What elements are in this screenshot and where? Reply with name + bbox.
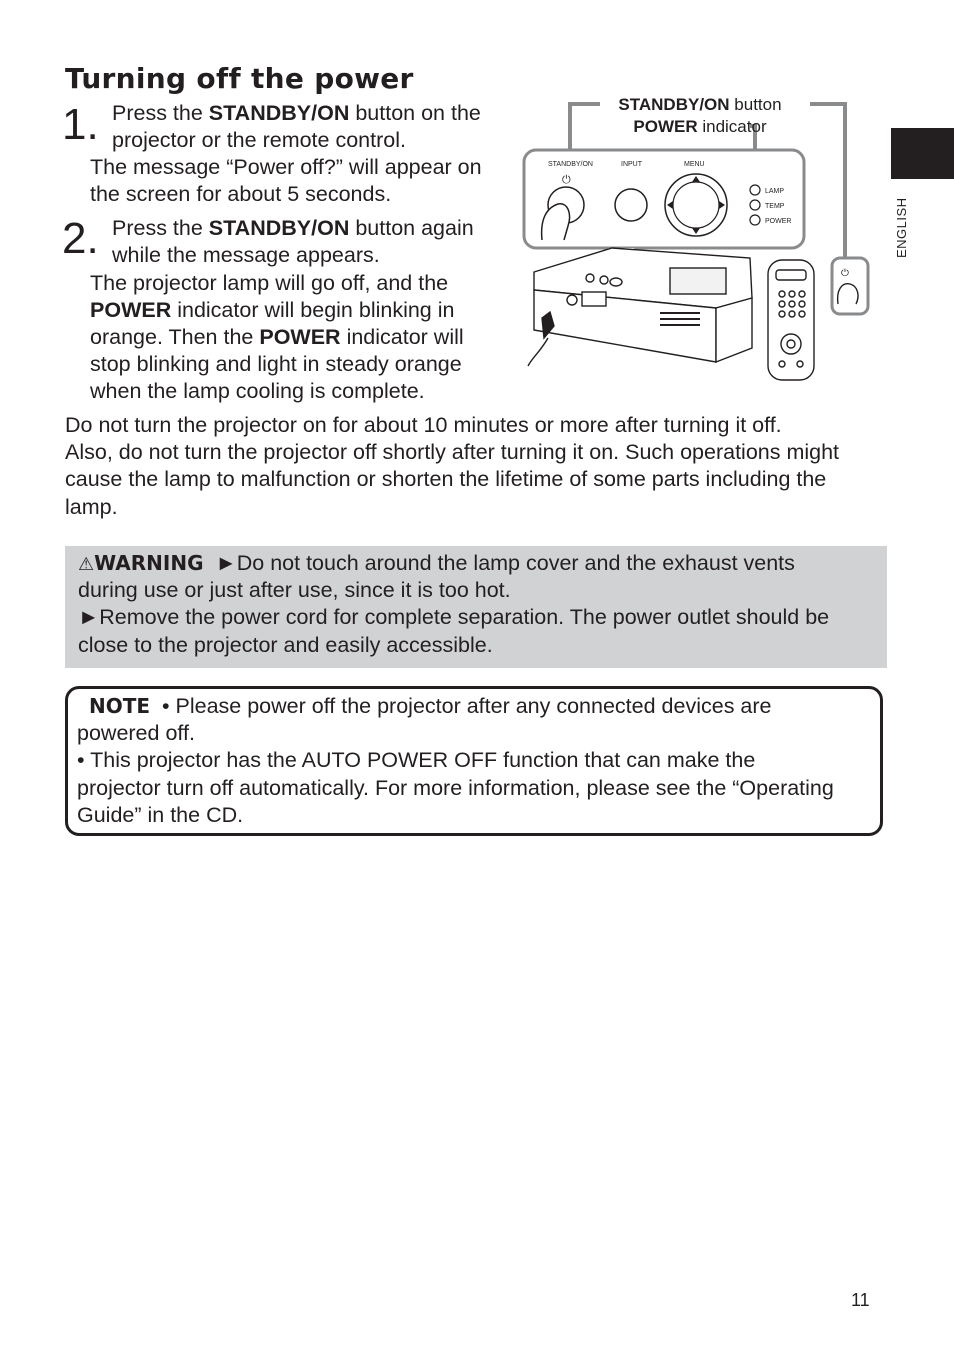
warning-icon: ⚠ [78,554,95,574]
step-2-line-7: when the lamp cooling is complete. [90,379,425,403]
panel-label-temp: TEMP [765,203,785,210]
panel-label-lamp: LAMP [765,188,785,195]
remote-control [768,260,814,380]
finger-icon-remote [838,284,858,304]
warning-label: WARNING [94,551,204,575]
note-line-3: • This projector has the AUTO POWER OFF function that can make the [77,748,756,772]
svg-text:⏻: ⏻ [562,174,571,186]
body-line-3: cause the lamp to malfunction or shorten the lifetime of some parts including the [65,467,827,491]
note-label: NOTE [89,694,151,718]
step-1-line-4: the screen for about 5 seconds. [90,182,392,206]
note-line-4: projector turn off automatically. For more information, please see the “Operating [77,776,834,800]
step-2-line-1: Press the STANDBY/ON button again [112,216,474,240]
panel-label-menu: MENU [684,161,705,168]
temp-indicator [750,200,760,210]
body-line-2: Also, do not turn the projector off shortly after turning it on. Such operations might [65,440,840,464]
step-2-line-6: stop blinking and light in steady orange [90,352,462,376]
step-2-line-2: while the message appears. [112,243,380,267]
remote-button-zoom [832,258,868,314]
warning-line-3: ►Remove the power cord for complete separation. The power outlet should be [78,605,830,629]
warning-line-4: close to the projector and easily accessible. [78,633,493,657]
step-2-line-3: The projector lamp will go off, and the [90,271,449,295]
svg-text:⏻: ⏻ [841,268,849,279]
projector-illustration [520,90,880,390]
step-1-number: 1. [62,100,99,149]
step-1-line-1: Press the STANDBY/ON button on the [112,101,481,125]
step-2-line-5: orange. Then the POWER indicator will [90,325,464,349]
step-1-line-2: projector or the remote control. [112,128,406,152]
warning-line-2: during use or just after use, since it is too hot. [78,578,511,602]
note-line-2: powered off. [77,721,195,745]
input-button [615,189,647,221]
power-indicator [750,215,760,225]
warning-line-1: ⚠WARNING ►Do not touch around the lamp cover and the exhaust vents [78,551,795,575]
body-line-4: lamp. [65,495,118,519]
panel-label-standby: STANDBY/ON [548,161,593,168]
lamp-indicator [750,185,760,195]
body-line-1: Do not turn the projector on for about 10 minutes or more after turning it off. [65,413,782,437]
projector-body [528,248,752,366]
menu-button [673,182,719,228]
panel-label-input: INPUT [621,161,642,168]
note-line-5: Guide” in the CD. [77,803,244,827]
step-2-line-4: POWER indicator will begin blinking in [90,298,455,322]
step-2-number: 2. [62,214,99,263]
callout-power-label: POWER indicator [633,117,767,136]
language-tab [891,128,954,179]
page-number: 11 [851,1290,870,1310]
panel-label-power: POWER [765,218,792,225]
language-label: ENGLISH [894,197,909,258]
note-line-1: NOTE • Please power off the projector after any connected devices are [89,694,772,718]
step-1-line-3: The message “Power off?” will appear on [90,155,482,179]
callout-standby-label: STANDBY/ON button [618,95,782,114]
page-title: Turning off the power [65,62,414,95]
